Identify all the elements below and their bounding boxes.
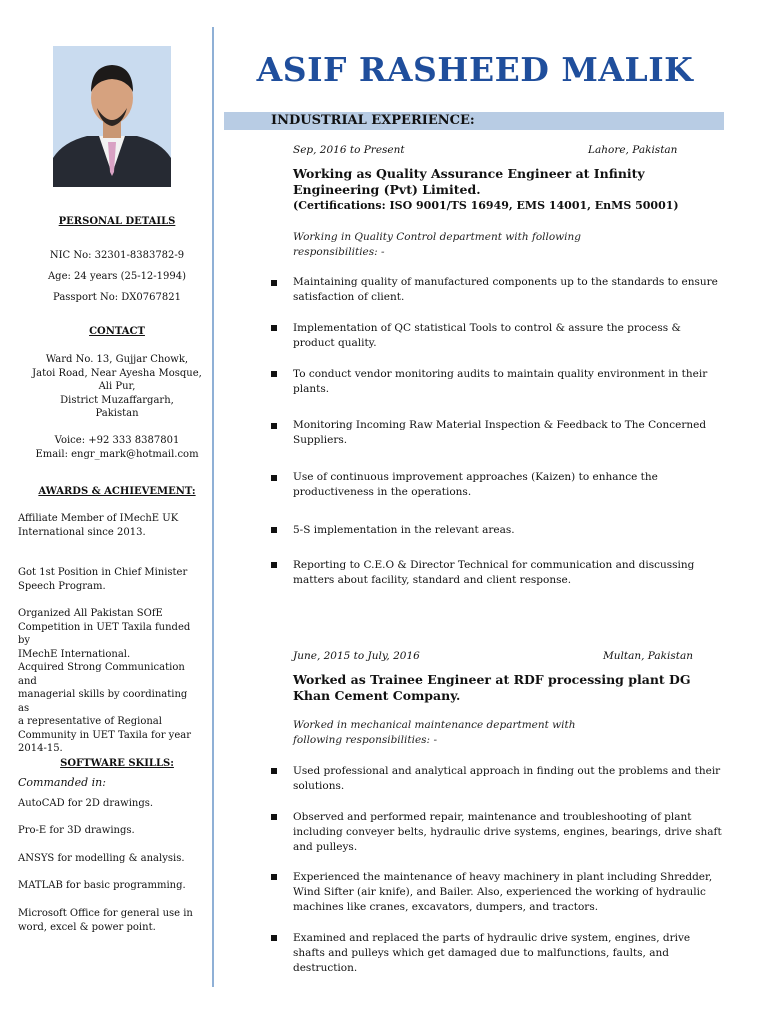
software-item: MATLAB for basic programming. — [18, 880, 186, 891]
award-line: managerial skills by coordinating as — [18, 689, 188, 714]
address — [14, 353, 220, 421]
bullet-icon — [271, 371, 277, 377]
award-line: IMechE International. — [18, 648, 131, 660]
job1-title: Working as Quality Assurance Engineer at Infinity Engineering (Pvt) Limited. — [293, 166, 645, 197]
software-line: word, excel & power point. — [18, 921, 156, 933]
award-item — [18, 661, 200, 756]
job2-place: Multan, Pakistan — [603, 650, 693, 662]
software-item: Pro-E for 3D drawings. — [18, 825, 135, 836]
bullet-icon — [271, 527, 277, 533]
personal-details-heading: PERSONAL DETAILS — [58, 216, 176, 227]
job1-bullet: 5-S implementation in the relevant areas. — [293, 524, 515, 536]
award-item — [18, 512, 200, 539]
job1-certifications: (Certifications: ISO 9001/TS 16949, EMS 14001, EnMS 50001) — [293, 199, 679, 212]
job2-bullet: Experienced the maintenance of heavy machinery in plant including Shredder, Wind Sifter (air knife), and Bailer. Also, experienced the working of hydraulic machines like cranes, excavators, dumpers, and tractors. — [293, 871, 713, 913]
job2-intro: Worked in mechanical maintenance department with following responsibilities: - — [293, 719, 576, 746]
address-line: Pakistan — [95, 408, 139, 419]
award-line: Organized All Pakistan SOfE — [18, 608, 163, 619]
award-line: a representative of Regional — [18, 716, 162, 727]
candidate-name: ASIF RASHEED MALIK — [256, 50, 694, 89]
address-line: Ali Pur, — [98, 381, 136, 392]
job1-place: Lahore, Pakistan — [588, 144, 678, 156]
contact-heading: CONTACT — [89, 326, 145, 337]
bullet-icon — [271, 814, 277, 820]
job1-date: Sep, 2016 to Present — [293, 144, 405, 156]
section-bar — [224, 112, 724, 130]
job1-intro: Working in Quality Control department with following responsibilities: - — [293, 231, 582, 258]
bullet-icon — [271, 325, 277, 331]
passport-number: Passport No: DX0767821 — [53, 292, 181, 303]
voice-number: Voice: +92 333 8387801 — [54, 435, 180, 446]
job1-bullet: Use of continuous improvement approaches (Kaizen) to enhance the productiveness in the operations. — [293, 471, 658, 498]
address-line: Ward No. 13, Gujjar Chowk, — [45, 354, 189, 365]
software-item: AutoCAD for 2D drawings. — [18, 798, 154, 809]
nic-number: NIC No: 32301-8383782-9 — [49, 250, 185, 261]
job2-date: June, 2015 to July, 2016 — [293, 650, 420, 662]
job2-title: Worked as Trainee Engineer at RDF processing plant DG Khan Cement Company. — [293, 672, 691, 703]
job1-bullet: Reporting to C.E.O & Director Technical for communication and discussing matters about facility, standard and client response. — [293, 559, 695, 586]
person-portrait-icon — [53, 46, 171, 187]
job2-bullet: Observed and performed repair, maintenance and troubleshooting of plant including conveyer belts, hydraulic drive systems, engines, bearings, drive shaft and pulleys. — [293, 811, 722, 853]
bullet-icon — [271, 562, 277, 568]
award-line: Competition in UET Taxila funded by — [18, 621, 191, 646]
commanded-in-label: Commanded in: — [18, 776, 106, 789]
award-line: 2014-15. — [18, 743, 63, 754]
bullet-icon — [271, 475, 277, 481]
bullet-icon — [271, 423, 277, 429]
job1-bullet: Maintaining quality of manufactured components up to the standards to ensure satisfaction of client. — [293, 276, 718, 303]
award-line: Got 1st Position in Chief Minister — [18, 567, 188, 578]
job2-bullet: Used professional and analytical approach in finding out the problems and their solutions. — [293, 765, 721, 792]
job1-bullet: Monitoring Incoming Raw Material Inspection & Feedback to The Concerned Suppliers. — [293, 419, 707, 446]
software-item: ANSYS for modelling & analysis. — [18, 853, 185, 864]
award-line: Acquired Strong Communication and — [18, 662, 185, 687]
award-line: Affiliate Member of IMechE UK — [18, 513, 179, 524]
email-link[interactable]: Email: engr_mark@hotmail.com — [35, 449, 199, 460]
profile-photo — [53, 46, 171, 187]
software-item — [18, 907, 200, 934]
award-line: Speech Program. — [18, 580, 106, 592]
section-title: INDUSTRIAL EXPERIENCE: — [271, 113, 475, 128]
job1-bullet: To conduct vendor monitoring audits to maintain quality environment in their plants. — [293, 368, 708, 395]
address-line: Jatoi Road, Near Ayesha Mosque, — [32, 367, 202, 379]
age: Age: 24 years (25-12-1994) — [47, 271, 187, 282]
bullet-icon — [271, 874, 277, 880]
bullet-icon — [271, 935, 277, 941]
job2-bullet: Examined and replaced the parts of hydraulic drive system, engines, drive shafts and pulleys which get damaged due to malfunctions, faults, and destruction. — [293, 932, 691, 974]
column-divider — [212, 27, 214, 987]
award-item — [18, 566, 200, 593]
award-line: International since 2013. — [18, 526, 146, 538]
bullet-icon — [271, 280, 277, 286]
software-line: Microsoft Office for general use in — [18, 908, 193, 919]
job1-bullet: Implementation of QC statistical Tools to control & assure the process & product quality. — [293, 322, 681, 349]
bullet-icon — [271, 768, 277, 774]
award-line: Community in UET Taxila for year — [18, 729, 191, 741]
award-item — [18, 607, 200, 661]
address-line: District Muzaffargarh, — [60, 394, 174, 406]
awards-heading: AWARDS & ACHIEVEMENT: — [38, 486, 196, 497]
software-skills-heading: SOFTWARE SKILLS: — [60, 758, 174, 769]
